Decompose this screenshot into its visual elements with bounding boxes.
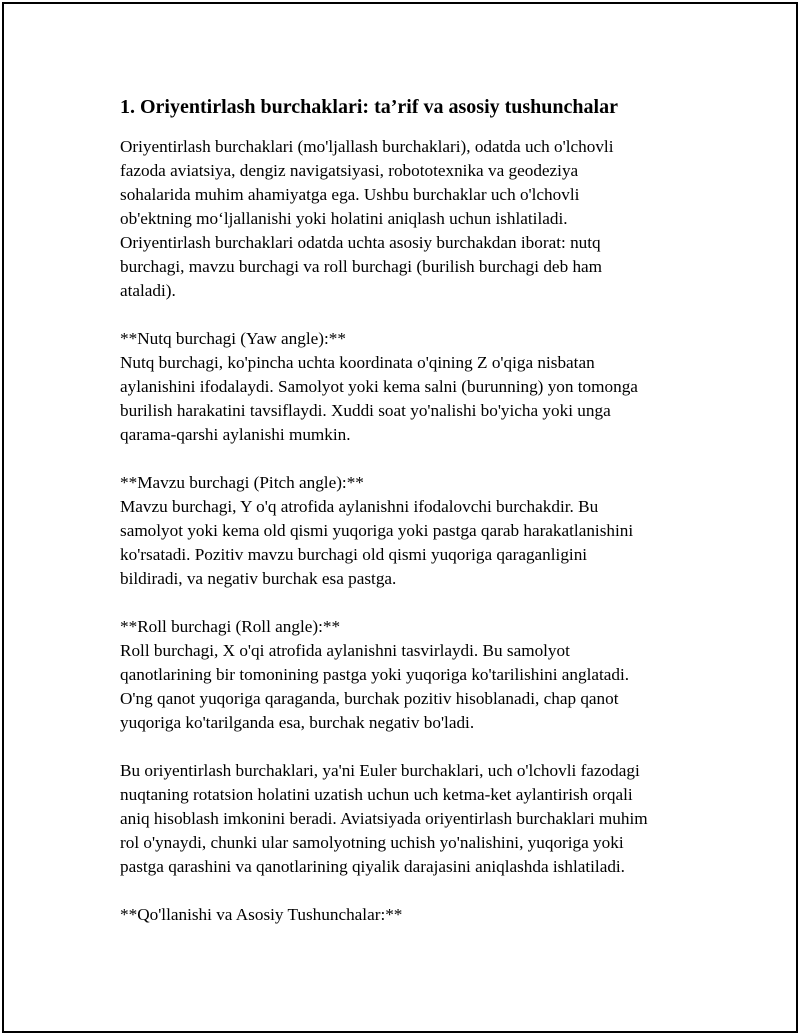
text-line: nuqtaning rotatsion holatini uzatish uchun uch ketma-ket aylantirish orqali xyxy=(120,785,633,804)
intro-paragraph xyxy=(120,135,720,303)
text-line: ko'rsatadi. Pozitiv mavzu burchagi old qismi yuqoriga qaraganligini xyxy=(120,545,588,564)
text-line: aylanishini ifodalaydi. Samolyot yoki kema salni (burunning) yon tomonga xyxy=(120,377,638,396)
section-heading: 1. Oriyentirlash burchaklari: ta’rif va asosiy tushunchalar xyxy=(120,96,618,118)
text-line: aniq hisoblash imkonini beradi. Aviatsiyada oriyentirlash burchaklari muhim xyxy=(120,809,648,828)
text-line: burchagi, mavzu burchagi va roll burchagi (burilish burchagi deb ham xyxy=(120,257,603,276)
pitch-angle-subheading: **Mavzu burchagi (Pitch angle):** xyxy=(120,473,364,492)
text-line: samolyot yoki kema old qismi yuqoriga yoki pastga qarab harakatlanishini xyxy=(120,521,634,540)
text-line: rol o'ynaydi, chunki ular samolyotning uchish yo'nalishini, yuqoriga yoki xyxy=(120,833,624,852)
text-line: bildiradi, va negativ burchak esa pastga. xyxy=(120,569,397,588)
text-line: qarama-qarshi aylanishi mumkin. xyxy=(120,425,351,444)
euler-angles-paragraph xyxy=(120,759,720,879)
yaw-angle-subheading: **Nutq burchagi (Yaw angle):** xyxy=(120,329,346,348)
roll-angle-subheading: **Roll burchagi (Roll angle):** xyxy=(120,617,341,636)
text-line: ob'ektning mo‘ljallanishi yoki holatini aniqlash uchun ishlatiladi. xyxy=(120,209,568,228)
document-page xyxy=(2,2,798,1033)
text-line: Mavzu burchagi, Y o'q atrofida aylanishni ifodalovchi burchakdir. Bu xyxy=(120,497,599,516)
document-body xyxy=(120,94,720,951)
pitch-angle-paragraph xyxy=(120,471,720,591)
text-line: fazoda aviatsiya, dengiz navigatsiyasi, robototexnika va geodeziya xyxy=(120,161,579,180)
text-line: ataladi). xyxy=(120,281,176,300)
yaw-angle-paragraph xyxy=(120,327,720,447)
text-line: Oriyentirlash burchaklari (mo'ljallash burchaklari), odatda uch o'lchovli xyxy=(120,137,614,156)
applications-paragraph xyxy=(120,903,720,927)
text-line: yuqoriga ko'tarilganda esa, burchak negativ bo'ladi. xyxy=(120,713,475,732)
text-line: Oriyentirlash burchaklari odatda uchta asosiy burchakdan iborat: nutq xyxy=(120,233,601,252)
text-line: Roll burchagi, X o'qi atrofida aylanishni tasvirlaydi. Bu samolyot xyxy=(120,641,570,660)
text-line: Bu oriyentirlash burchaklari, ya'ni Euler burchaklari, uch o'lchovli fazodagi xyxy=(120,761,640,780)
text-line: Nutq burchagi, ko'pincha uchta koordinata o'qining Z o'qiga nisbatan xyxy=(120,353,595,372)
roll-angle-paragraph xyxy=(120,615,720,735)
text-line: burilish harakatini tavsiflaydi. Xuddi soat yo'nalishi bo'yicha yoki unga xyxy=(120,401,611,420)
text-line: qanotlarining bir tomonining pastga yoki yuqoriga ko'tarilishini anglatadi. xyxy=(120,665,630,684)
text-line: sohalarida muhim ahamiyatga ega. Ushbu burchaklar uch o'lchovli xyxy=(120,185,580,204)
applications-subheading: **Qo'llanishi va Asosiy Tushunchalar:** xyxy=(120,905,403,924)
text-line: O'ng qanot yuqoriga qaraganda, burchak pozitiv hisoblanadi, chap qanot xyxy=(120,689,619,708)
text-line: pastga qarashini va qanotlarining qiyalik darajasini aniqlashda ishlatiladi. xyxy=(120,857,625,876)
